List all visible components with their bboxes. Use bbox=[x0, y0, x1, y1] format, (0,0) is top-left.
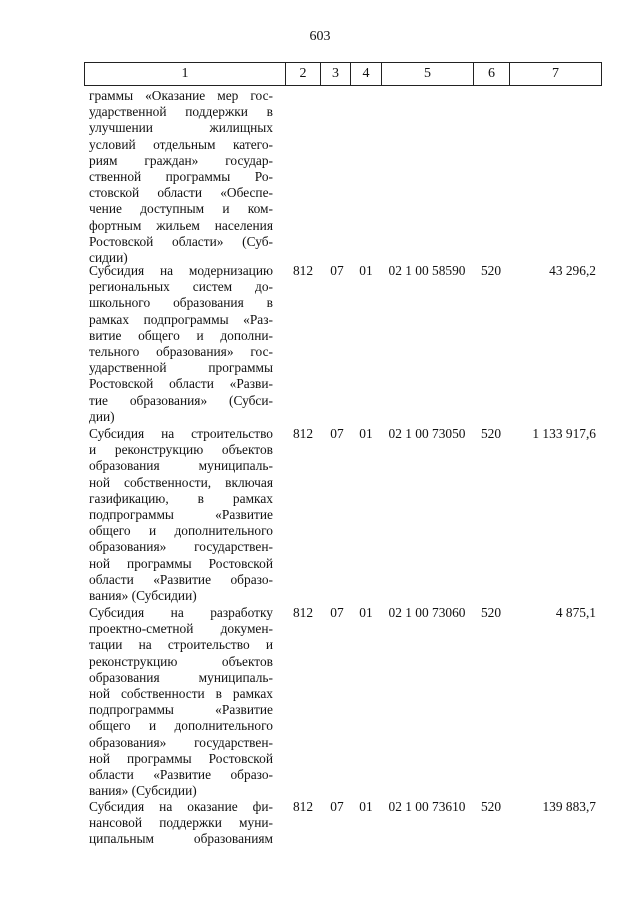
description-line: ной собственности в рамках bbox=[89, 686, 273, 702]
description-line: общего и дополнительного bbox=[89, 523, 273, 539]
table-header bbox=[84, 62, 602, 86]
target-article-code: 02 1 00 73050 bbox=[388, 426, 466, 441]
column-header-6: 6 bbox=[474, 63, 510, 85]
description-line: подпрограммы «Развитие bbox=[89, 507, 273, 523]
description-line: ной программы Ростовской bbox=[89, 750, 273, 766]
description-line: образования» государствен- bbox=[89, 734, 273, 750]
description-line: стовской области «Обеспе- bbox=[89, 185, 273, 201]
column-header-3: 3 bbox=[321, 63, 351, 85]
expense-type-code: 520 bbox=[480, 799, 502, 814]
row-description bbox=[89, 605, 273, 799]
column-header-2: 2 bbox=[286, 63, 321, 85]
description-line: Субсидия на модернизацию bbox=[89, 263, 273, 278]
row-description bbox=[89, 799, 273, 848]
row-description bbox=[89, 263, 273, 425]
vedomstvo-code: 812 bbox=[292, 605, 314, 620]
description-line: тации на строительство и bbox=[89, 637, 273, 653]
razdel-code: 07 bbox=[330, 799, 344, 814]
description-line: условий отдельным катего- bbox=[89, 136, 273, 152]
razdel-code: 07 bbox=[330, 263, 344, 278]
column-header-5: 5 bbox=[382, 63, 474, 85]
column-header-4: 4 bbox=[351, 63, 382, 85]
page-number: 603 bbox=[309, 29, 331, 44]
description-line: общего и дополнительного bbox=[89, 718, 273, 734]
description-line: улучшении жилищных bbox=[89, 120, 273, 136]
description-line: и реконструкцию объектов bbox=[89, 442, 273, 458]
description-line: ной собственности, включая bbox=[89, 474, 273, 490]
description-line: школьного образования в bbox=[89, 295, 273, 311]
amount: 139 883,7 bbox=[542, 799, 596, 814]
podrazdel-code: 01 bbox=[359, 605, 373, 620]
expense-type-code: 520 bbox=[480, 263, 502, 278]
vedomstvo-code: 812 bbox=[292, 263, 314, 278]
description-line: дии) bbox=[89, 408, 115, 424]
row-description bbox=[89, 88, 273, 266]
description-line: Субсидия на разработку bbox=[89, 605, 273, 620]
description-line: реконструкцию объектов bbox=[89, 653, 273, 669]
description-line: подпрограммы «Развитие bbox=[89, 702, 273, 718]
target-article-code: 02 1 00 73060 bbox=[388, 605, 466, 620]
podrazdel-code: 01 bbox=[359, 426, 373, 441]
amount: 4 875,1 bbox=[555, 605, 596, 620]
description-line: образования муниципаль- bbox=[89, 669, 273, 685]
description-line: рамках подпрограммы «Раз- bbox=[89, 311, 273, 327]
description-line: региональных систем до- bbox=[89, 279, 273, 295]
description-line: витие общего и дополни- bbox=[89, 327, 273, 343]
description-line: Ростовской области «Разви- bbox=[89, 376, 273, 392]
description-line: образования муниципаль- bbox=[89, 458, 273, 474]
description-line: тельного образования» гос- bbox=[89, 344, 273, 360]
description-line: вания» (Субсидии) bbox=[89, 783, 197, 799]
description-line: нансовой поддержки муни- bbox=[89, 815, 273, 831]
description-line: газификацию, в рамках bbox=[89, 490, 273, 506]
amount: 43 296,2 bbox=[549, 263, 596, 278]
amount: 1 133 917,6 bbox=[532, 426, 596, 441]
description-line: ударственной поддержки в bbox=[89, 104, 273, 120]
description-line: области «Развитие образо- bbox=[89, 571, 273, 587]
description-line: Субсидия на строительство bbox=[89, 426, 273, 441]
column-header-7: 7 bbox=[552, 66, 559, 81]
target-article-code: 02 1 00 58590 bbox=[388, 263, 466, 278]
description-line: Субсидия на оказание фи- bbox=[89, 799, 273, 814]
description-line: риям граждан» государ- bbox=[89, 152, 273, 168]
description-line: проектно-сметной докумен- bbox=[89, 621, 273, 637]
expense-type-code: 520 bbox=[480, 605, 502, 620]
description-line: образования» государствен- bbox=[89, 539, 273, 555]
razdel-code: 07 bbox=[330, 605, 344, 620]
description-line: области «Развитие образо- bbox=[89, 767, 273, 783]
description-line: ципальным образованиям bbox=[89, 831, 273, 847]
expense-type-code: 520 bbox=[480, 426, 502, 441]
description-line: ной программы Ростовской bbox=[89, 555, 273, 571]
target-article-code: 02 1 00 73610 bbox=[388, 799, 466, 814]
podrazdel-code: 01 bbox=[359, 263, 373, 278]
description-line: чение доступным и ком- bbox=[89, 201, 273, 217]
vedomstvo-code: 812 bbox=[292, 799, 314, 814]
description-line: вания» (Субсидии) bbox=[89, 588, 197, 604]
razdel-code: 07 bbox=[330, 426, 344, 441]
description-line: граммы «Оказание мер гос- bbox=[89, 88, 273, 103]
vedomstvo-code: 812 bbox=[292, 426, 314, 441]
description-line: ственной программы Ро- bbox=[89, 169, 273, 185]
column-header-1: 1 bbox=[85, 63, 286, 85]
description-line: сидии) bbox=[89, 250, 128, 266]
description-line: ударственной программы bbox=[89, 360, 273, 376]
podrazdel-code: 01 bbox=[359, 799, 373, 814]
description-line: фортным жильем населения bbox=[89, 217, 273, 233]
description-line: тие образования» (Субси- bbox=[89, 392, 273, 408]
description-line: Ростовской области» (Суб- bbox=[89, 233, 273, 249]
row-description bbox=[89, 426, 273, 604]
